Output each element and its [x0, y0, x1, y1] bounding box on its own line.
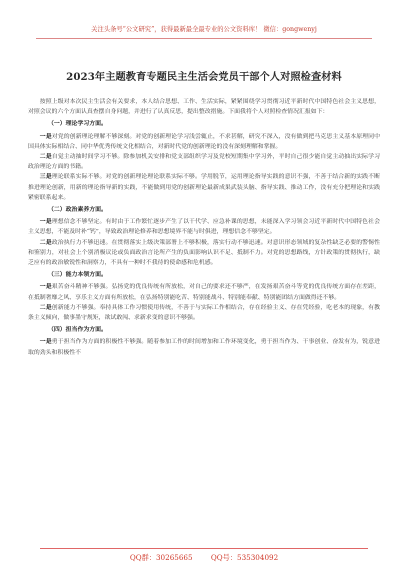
section-theory	[28, 119, 380, 203]
section-item: 二是创新能力不够强。奉持具体工作习惯使用传统，不善于与实际工作相结合，存在经验主义、存在凭经验，吃老本的现象，有教条主义倾向，做事墨守规矩，欲试敢闯、求新求变的意识不够强。	[28, 303, 381, 322]
section-item: 二是自觉主动抽时间学习不够。除参加机关安排和党支部组织学习及党校短期集中学习外，平时自己很少能自觉主动抽出实际学习政治理论方面的书籍。	[28, 153, 381, 171]
header-notice: 关注头条号“公文研究”，获得最新最全最专业的公文资料库！ 微信：gongwenyj	[36, 24, 372, 39]
section-heading: （二）政治素养方面。	[48, 206, 107, 214]
section-item: 三是理论联系实际不够。对党的创新理论理论联系实际不够。学用脱节，运用理论指导实践的意识不强，不善于结合新的实践不断推进理论创新，用新的理论指导新的实践，不能做到用党的创新理论最新成果武装头脑、指导实践、推动工作，没有充分把理论和实践紧密联系起来。	[28, 173, 381, 201]
document-body	[28, 97, 380, 358]
footer-contact	[40, 548, 368, 563]
section-item: 一是对党的创新理论理解不够深刻。对党的创新理论学习浅尝辄止，不求甚解，研究不深入，没有做到把马克思主义基本原理同中国具体实际相结合、同中华优秀传统文化相结合，对新时代党的创新理论的没有深刻理解和掌握。	[28, 132, 381, 150]
section-ability	[28, 270, 380, 323]
section-political	[28, 205, 380, 268]
footer-qq-number: QQ号：535304092	[210, 553, 279, 562]
section-responsibility	[28, 325, 380, 358]
document-title: 2023年主题教育专题民主生活会党员干部个人对照检查材料	[66, 71, 342, 83]
footer-qq-group: QQ群：30265665	[129, 553, 193, 562]
section-item: 二是政治执行力不够迅速。在贯彻落实上级决策部署上不够积极，落实行动不够迅速。对意识形态领域的复杂性缺乏必要的警惕性和鉴别力，对社会上个别消极议论或负面政治言论所产生的负面影响认识不足、抵制不力。对党的思想路线，方针政策的贯彻执行，缺乏应有的政治敏锐性和洞察力，不具有一种时不我待的使命感和危机感。	[28, 238, 381, 267]
section-heading: （四）担当作为方面。	[48, 326, 107, 334]
section-item: 一是理想信念不够坚定。有时由于工作繁忙逐步产生了以干代学、应急补课的思想，未能深入学习领会习近平新时代中国特色社会主义思想，不能及时补“钙”，导致政治理论修养和思想境界不能与时俱进，理想信念不够坚定。	[28, 218, 381, 236]
section-item: 一是艰苦奋斗精神不够强。弘扬党的优良传统有所放松，对自己的要求还不够严，在发扬艰苦奋斗等党的优良传统方面存在差距，在抵制奢靡之风、享乐主义方面有所放松，在弘扬特别能吃苦、特别能战斗、特别能奉献、特别能团结方面做得还不够。	[28, 283, 381, 301]
section-heading: （三）能力本领方面。	[48, 271, 107, 279]
section-item: 一是勇于担当作为方面的积极性不够强。随着参加工作的时间增加和工作环境变化，勇于担当作为、干事创业、奋发有为，锐意进取的劲头和积极性不	[28, 338, 381, 356]
intro-paragraph: 按照上级对本次民主生活会有关要求，本人结合思想、工作、生活实际，紧紧围绕学习贯彻习近平新时代中国特色社会主义思想，对照会议的六个方面认真查摆自身问题，并进行了认真反思，提出整改措施。下面我将个人对照检查情况汇报如下：	[28, 99, 380, 116]
section-heading: （一）理论学习方面。	[48, 120, 107, 128]
